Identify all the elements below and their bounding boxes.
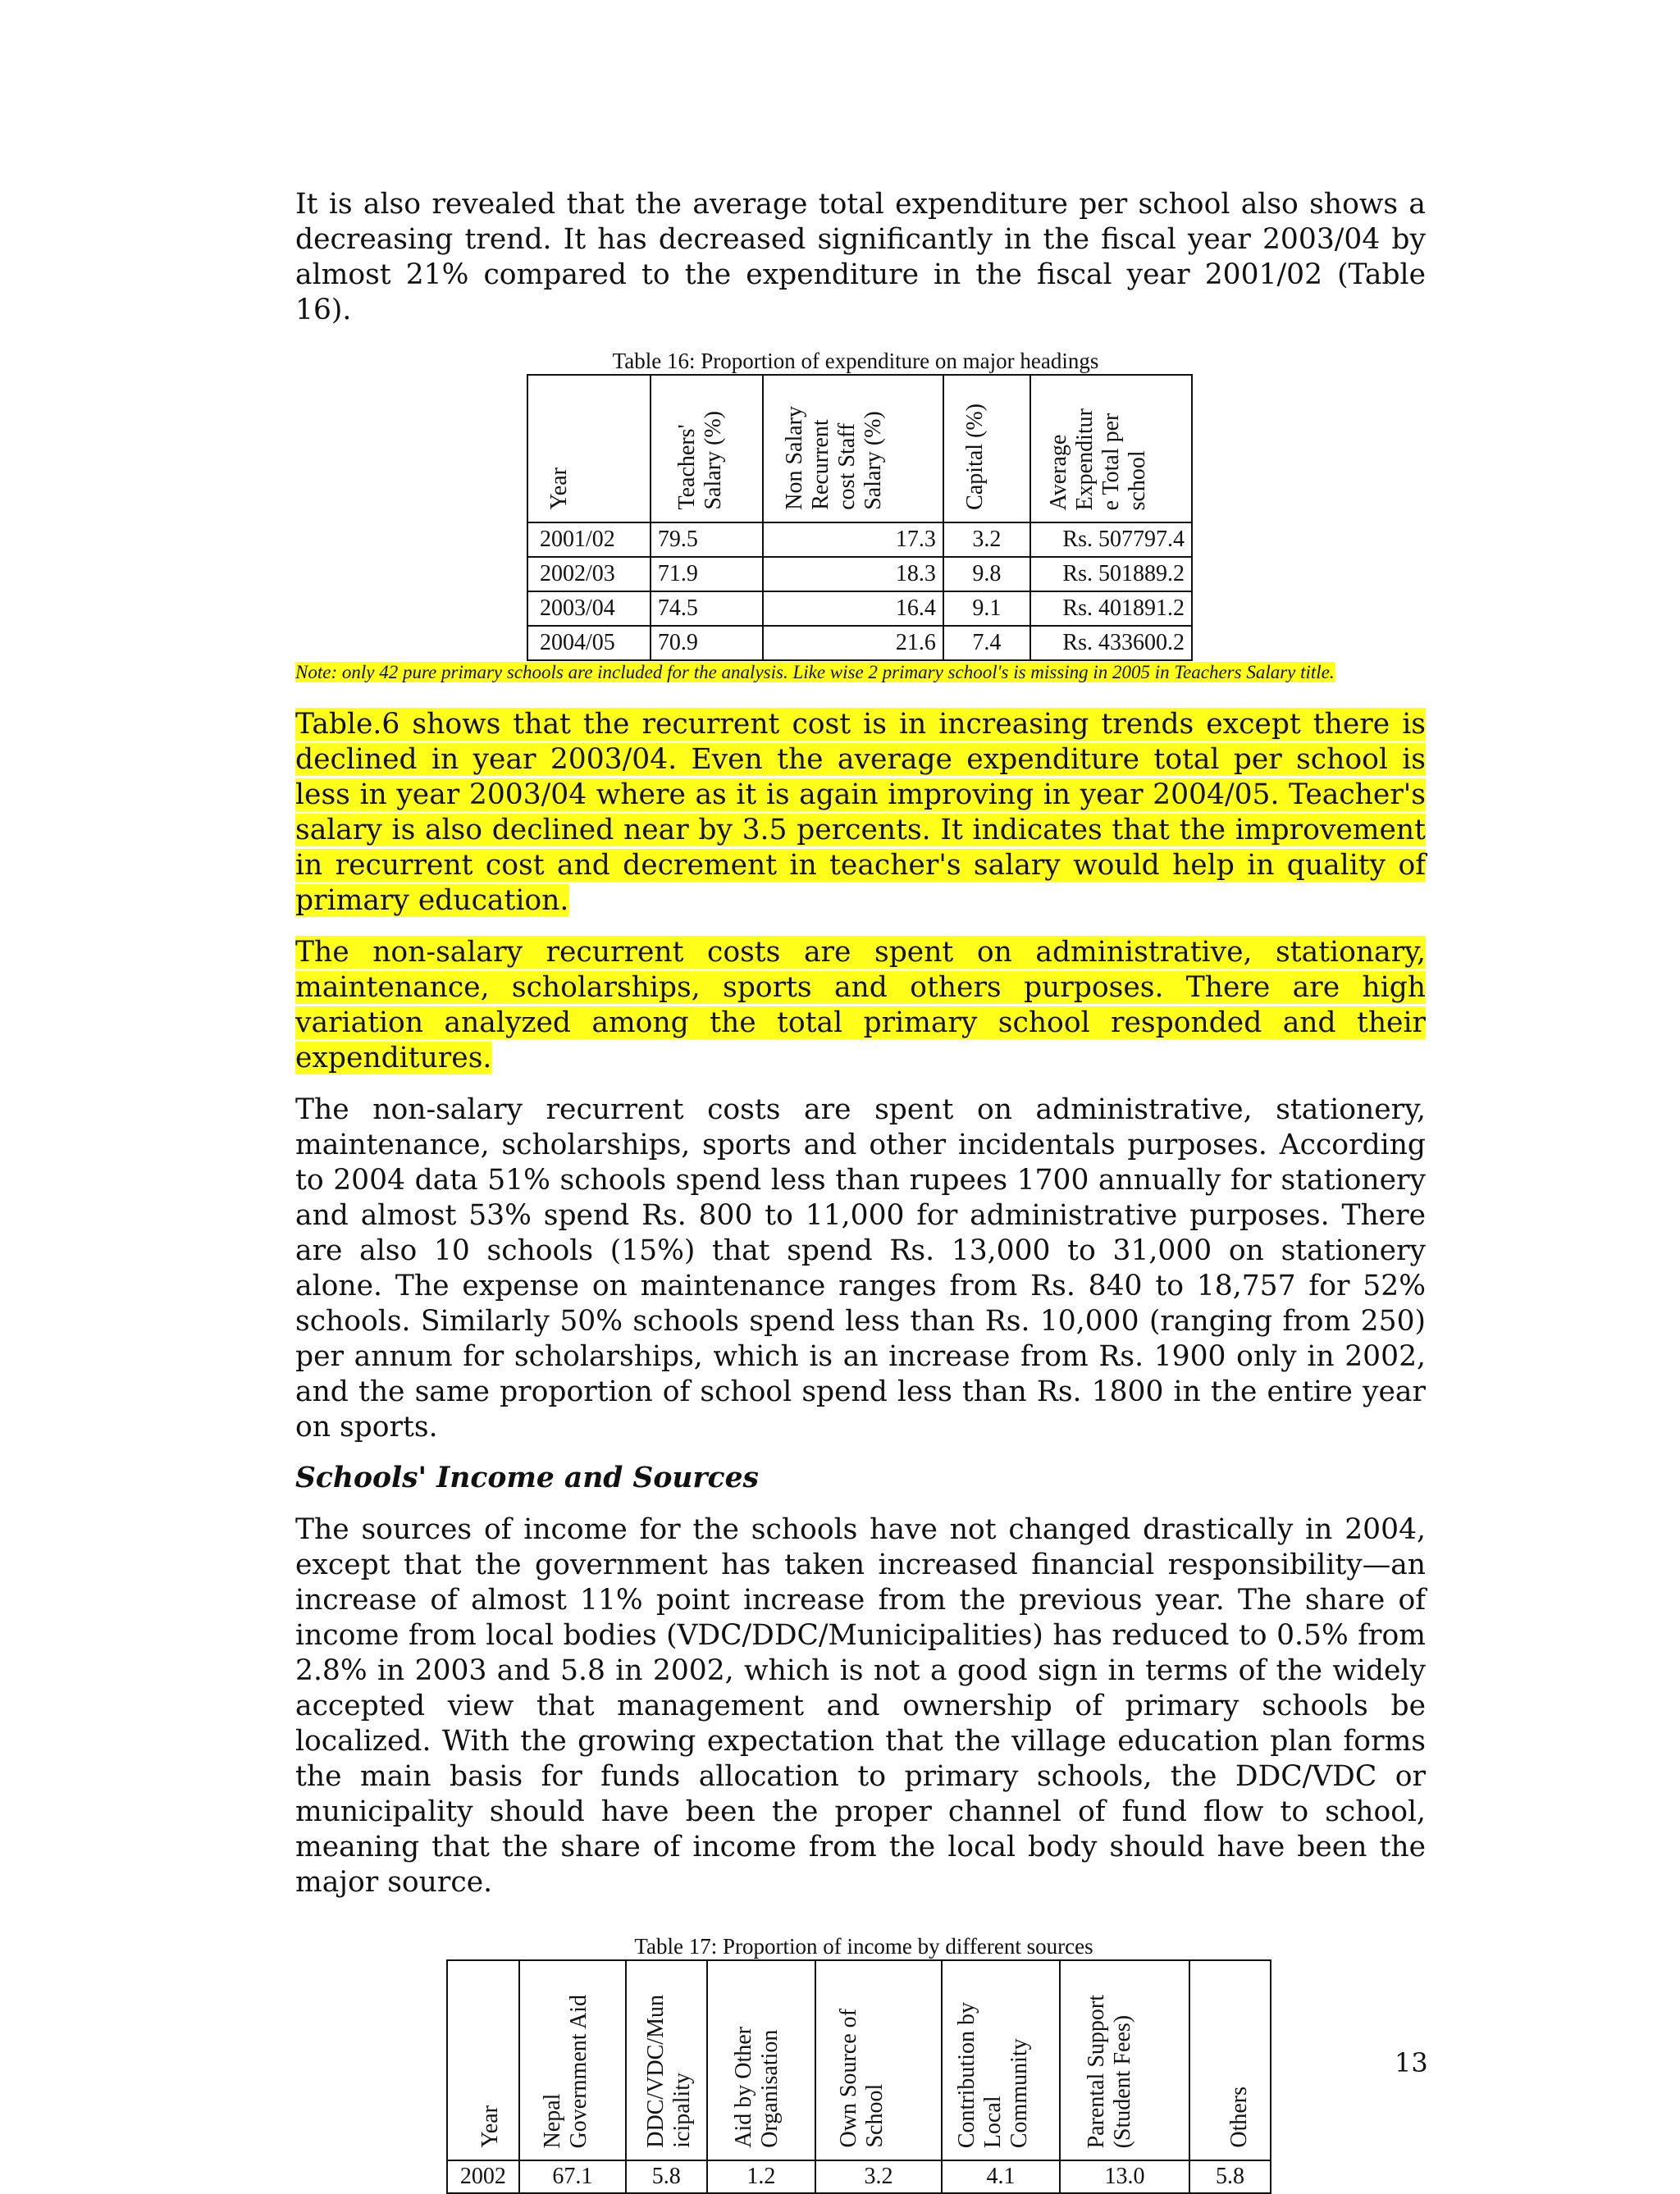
table-16-cell-teachers-salary: 71.9	[651, 557, 763, 591]
table-17-cell-other-organisation: 1.2	[707, 2160, 815, 2193]
table-16-cell-average-expenditure: Rs. 433600.2	[1030, 626, 1192, 660]
table-16-cell-capital: 7.4	[943, 626, 1030, 660]
table-16-cell-capital: 3.2	[943, 522, 1030, 557]
table-16-cell-year: 2003/04	[527, 591, 651, 626]
table-17-header-others: Others	[1189, 1960, 1271, 2160]
table-16-note: Note: only 42 pure primary schools are included for the analysis. Like wise 2 primary school's is missing in 2005 in Teachers Salary title.	[295, 662, 1335, 682]
section-heading: Schools' Income and Sources	[295, 1462, 759, 1494]
table-17-cell-parental-support: 13.0	[1060, 2160, 1189, 2193]
table-16-cell-average-expenditure: Rs. 501889.2	[1030, 557, 1192, 591]
table-16-cell-year: 2004/05	[527, 626, 651, 660]
table-17-block	[295, 1933, 1426, 2194]
table-17-header-local-bodies: DDC/VDC/Mun icipality	[626, 1960, 707, 2160]
table-row	[527, 557, 1192, 591]
table-16-cell-capital: 9.8	[943, 557, 1030, 591]
table-17-header-row	[447, 1960, 1271, 2160]
table-16-cell-year: 2001/02	[527, 522, 651, 557]
paragraph-income-sources: The sources of income for the schools have not changed drastically in 2004, except that the government has taken increased financial responsibility—an increase of almost 11% point increase from the previous year. The share of income from local bodies (VDC/DDC/Municipalities) has reduced to 0.5% from 2.8% in 2003 and 5.8 in 2002, which is not a good sign in terms of the widely accepted view that management and ownership of primary schools be localized. With the growing expectation that the village education plan forms the main basis for funds allocation to primary schools, the DDC/VDC or municipality should have been the proper channel of fund flow to school, meaning that the share of income from the local body should have been the major source.	[295, 1513, 1426, 1899]
table-16-cell-teachers-salary: 79.5	[651, 522, 763, 557]
table-17-cell-government-aid: 67.1	[519, 2160, 626, 2193]
table-17-cell-local-bodies: 5.8	[626, 2160, 707, 2193]
table-16-cell-average-expenditure: Rs. 507797.4	[1030, 522, 1192, 557]
table-16-header-capital: Capital (%)	[943, 375, 1030, 522]
table-16-cell-non-salary: 18.3	[763, 557, 943, 591]
table-row	[527, 591, 1192, 626]
table-17-header-parental-support: Parental Support (Student Fees)	[1060, 1960, 1189, 2160]
table-17	[446, 1959, 1271, 2194]
table-17-cell-community: 4.1	[942, 2160, 1060, 2193]
table-16-cell-capital: 9.1	[943, 591, 1030, 626]
table-row	[447, 2160, 1271, 2193]
page-content	[295, 187, 1426, 2194]
table-17-cell-others: 5.8	[1189, 2160, 1271, 2193]
table-17-header-government-aid: Nepal Government Aid	[519, 1960, 626, 2160]
table-16-cell-year: 2002/03	[527, 557, 651, 591]
table-16-cell-non-salary: 21.6	[763, 626, 943, 660]
highlight-text: The non-salary recurrent costs are spent on administrative, stationary, maintenance, scholarships, sports and others purposes. There are high variation analyzed among the total primary school responded and their expenditures.	[295, 936, 1426, 1074]
table-17-header-other-organisation: Aid by Other Organisation	[707, 1960, 815, 2160]
table-17-caption: Table 17: Proportion of income by different sources	[634, 1934, 1093, 1959]
paragraph-highlighted-2	[295, 935, 1426, 1076]
table-row	[527, 626, 1192, 660]
table-17-cell-own-source: 3.2	[815, 2160, 942, 2193]
table-16-header-non-salary: Non Salary Recurrent cost Staff Salary (%)	[763, 375, 943, 522]
table-16-cell-teachers-salary: 70.9	[651, 626, 763, 660]
table-row	[527, 522, 1192, 557]
table-17-header-year: Year	[447, 1960, 519, 2160]
table-16-header-row	[527, 375, 1192, 522]
table-16-header-year: Year	[527, 375, 651, 522]
table-16-header-average-expenditure: Average Expenditur e Total per school	[1030, 375, 1192, 522]
table-17-header-community: Contribution by Local Community	[942, 1960, 1060, 2160]
table-16-cell-non-salary: 16.4	[763, 591, 943, 626]
table-17-header-own-source: Own Source of School	[815, 1960, 942, 2160]
table-16-cell-average-expenditure: Rs. 401891.2	[1030, 591, 1192, 626]
table-16-note-wrap	[295, 661, 1426, 684]
table-16	[527, 374, 1193, 661]
paragraph-non-salary-costs: The non-salary recurrent costs are spent on administrative, stationery, maintenance, scholarships, sports and other incidentals purposes. According to 2004 data 51% schools spend less than rupees 1700 annually for stationery and almost 53% spend Rs. 800 to 11,000 for administrative purposes. There are also 10 schools (15%) that spend Rs. 13,000 to 31,000 on stationery alone. The expense on maintenance ranges from Rs. 840 to 18,757 for 52% schools. Similarly 50% schools spend less than Rs. 10,000 (ranging from 250) per annum for scholarships, which is an increase from Rs. 1900 only in 2002, and the same proportion of school spend less than Rs. 1800 in the entire year on sports.	[295, 1093, 1426, 1444]
table-17-cell-year: 2002	[447, 2160, 519, 2193]
paragraph-intro: It is also revealed that the average total expenditure per school also shows a decreasing trend. It has decreased significantly in the fiscal year 2003/04 by almost 21% compared to the expenditure in the fiscal year 2001/02 (Table 16).	[295, 188, 1426, 326]
table-16-caption: Table 16: Proportion of expenditure on major headings	[612, 349, 1099, 373]
table-16-cell-non-salary: 17.3	[763, 522, 943, 557]
table-16-cell-teachers-salary: 74.5	[651, 591, 763, 626]
highlight-text: Table.6 shows that the recurrent cost is in increasing trends except there is declined in year 2003/04. Even the average expenditure total per school is less in year 2003/04 where as it is again improving in year 2004/05. Teacher's salary is also declined near by 3.5 percents. It indicates that the improvement in recurrent cost and decrement in teacher's salary would help in quality of primary education.	[295, 708, 1426, 917]
paragraph-highlighted-1	[295, 707, 1426, 919]
table-16-block	[295, 348, 1426, 661]
table-16-header-teachers-salary: Teachers' Salary (%)	[651, 375, 763, 522]
page-number: 13	[1395, 2047, 1428, 2078]
